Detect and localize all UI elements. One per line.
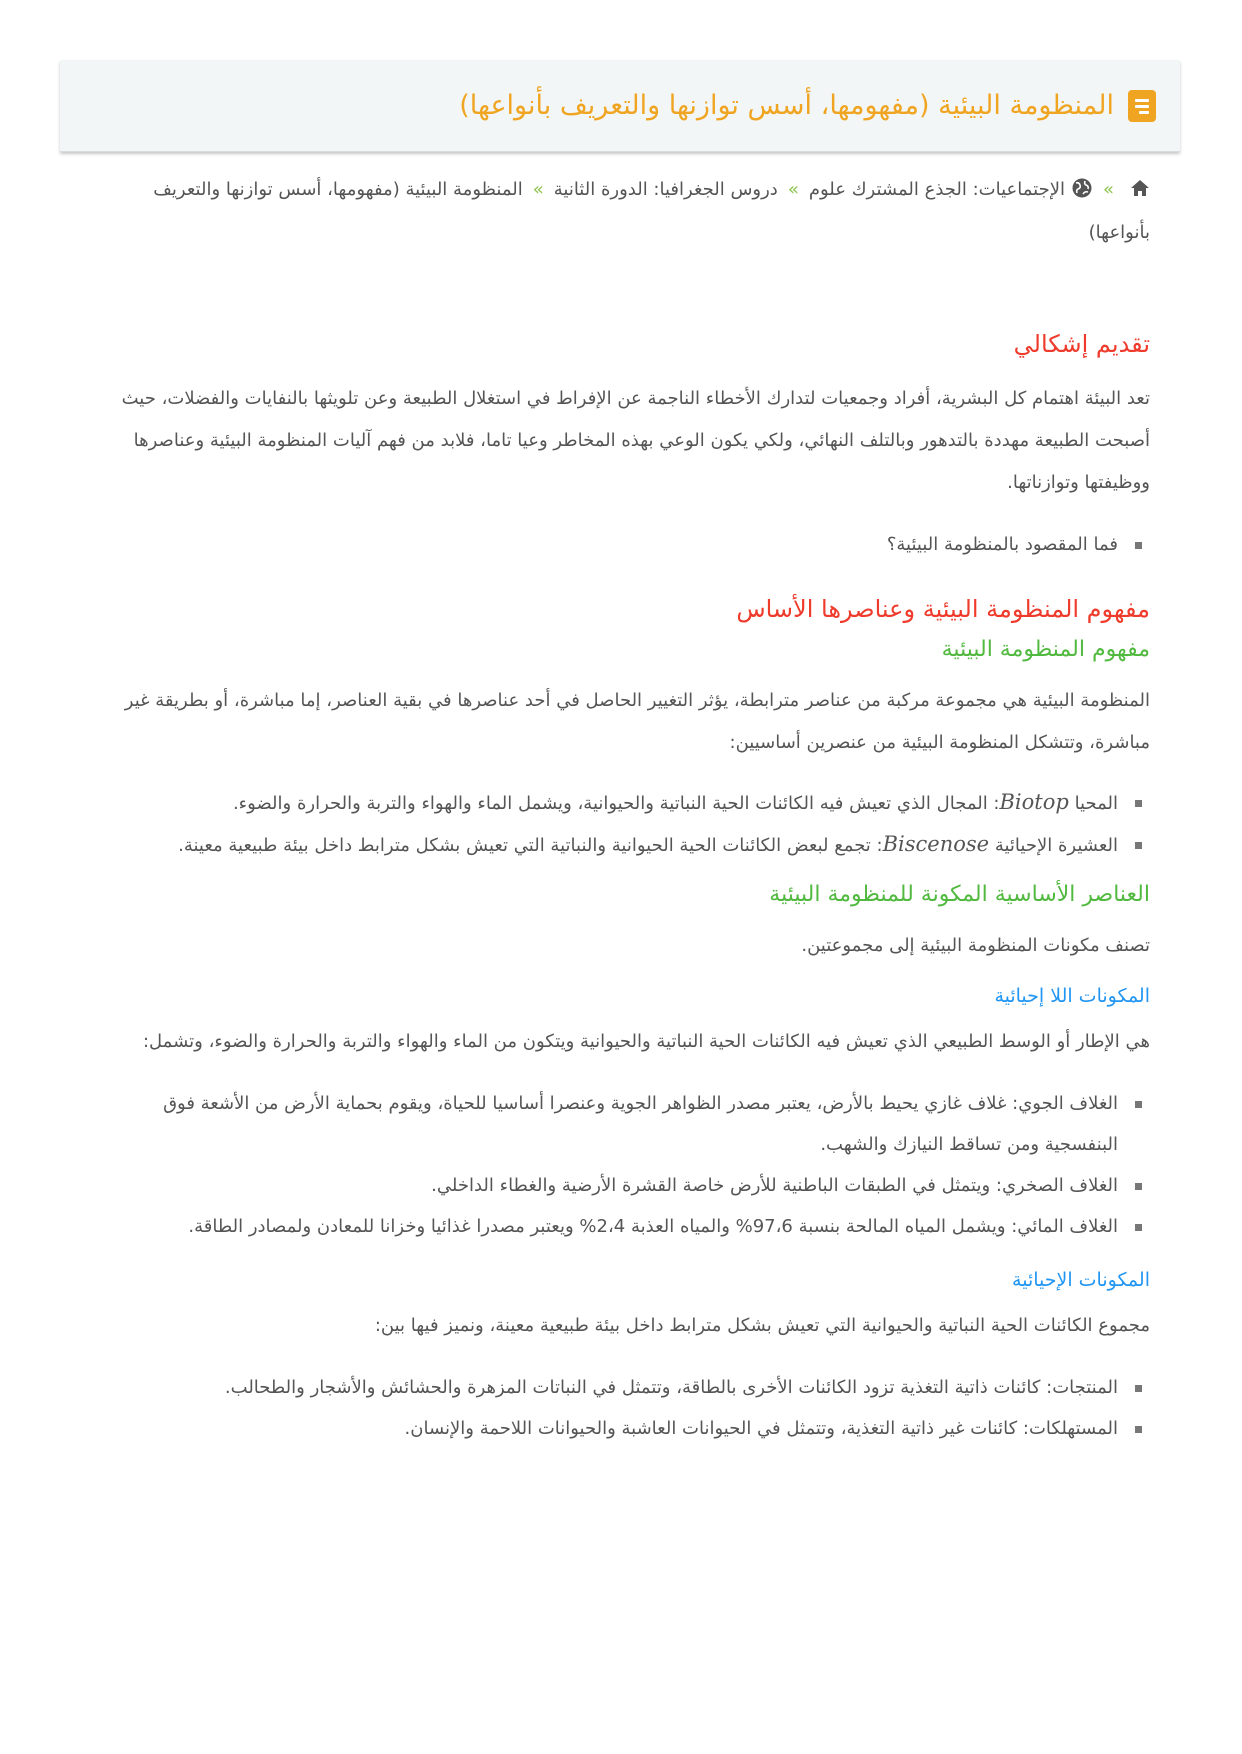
abiotic-list (100, 1083, 1150, 1247)
title-bar (60, 60, 1180, 152)
list-item: فما المقصود بالمنظومة البيئية؟ (100, 524, 1150, 565)
subheading-concept: مفهوم المنظومة البيئية (941, 637, 1150, 662)
globe-icon (1071, 177, 1093, 199)
list-item: الغلاف الصخري: ويتمثل في الطبقات الباطنية للأرض خاصة القشرة الأرضية والغطاء الداخلي. (100, 1165, 1150, 1206)
term-biotop: Biotop (999, 790, 1069, 814)
item-text: : تجمع لبعض الكائنات الحية الحيوانية والنباتية التي تعيش بشكل مترابط داخل بيئة طبيعية معينة. (178, 835, 883, 856)
biotic-paragraph: مجموع الكائنات الحية النباتية والحيوانية التي تعيش بشكل مترابط داخل بيئة طبيعية معينة، ونميز فيها بين: (374, 1315, 1150, 1336)
term-biscenose: Biscenose (882, 832, 990, 856)
item-prefix: المحيا (1074, 793, 1118, 814)
article-content (100, 330, 1150, 1449)
list-item: المنتجات: كائنات ذاتية التغذية تزود الكائنات الأخرى بالطاقة، وتتمثل في النباتات المزهرة والحشائش والأشجار والطحالب. (100, 1367, 1150, 1408)
home-icon[interactable] (1130, 179, 1150, 197)
breadcrumb-item-current: المنظومة البيئية (مفهومها، أسس توازنها والتعريف بأنواعها) (153, 179, 1150, 243)
concept-paragraph: المنظومة البيئية هي مجموعة مركبة من عناصر مترابطة، يؤثر التغيير الحاصل في أحد عناصرها في بقية العناصر، إما مباشرة، أو بطريقة غير مباشرة، وتتشكل المنظومة البيئية من عنصرين أساسيين: (124, 690, 1150, 753)
breadcrumb-item-geography[interactable]: دروس الجغرافيا: الدورة الثانية (553, 179, 778, 200)
list-item (100, 824, 1150, 866)
list-item: الغلاف المائي: ويشمل المياه المالحة بنسبة 97،6% والمياه العذبة 2،4% ويعتبر مصدرا غذائيا وخزانا للمعادن ولمصادر الطاقة. (100, 1206, 1150, 1247)
page-title: المنظومة البيئية (مفهومها، أسس توازنها والتعريف بأنواعها) (459, 90, 1114, 121)
list-item: الغلاف الجوي: غلاف غازي يحيط بالأرض، يعتبر مصدر الظواهر الجوية وعنصرا أساسيا للحياة، ويقوم بحماية الأرض من الأشعة فوق البنفسجية ومن تساقط النيازك والشهب. (100, 1083, 1150, 1165)
intro-list (100, 524, 1150, 565)
heading-intro: تقديم إشكالي (1013, 330, 1150, 358)
breadcrumb-separator: » (787, 179, 799, 200)
concept-list (100, 782, 1150, 866)
heading-concept: مفهوم المنظومة البيئية وعناصرها الأساس (736, 595, 1150, 623)
elements-intro: تصنف مكونات المنظومة البيئية إلى مجموعتين. (801, 935, 1150, 956)
breadcrumb-separator: » (532, 179, 544, 200)
subheading-elements: العناصر الأساسية المكونة للمنظومة البيئية (769, 882, 1150, 907)
document-icon (1128, 90, 1156, 122)
heading-abiotic: المكونات اللا إحيائية (994, 985, 1150, 1007)
item-text: : المجال الذي تعيش فيه الكائنات الحية النباتية والحيوانية، ويشمل الماء والهواء والتربة والحرارة والضوء. (232, 793, 1000, 814)
abiotic-paragraph: هي الإطار أو الوسط الطبيعي الذي تعيش فيه الكائنات الحية النباتية والحيوانية ويتكون من الماء والهواء والتربة والحرارة والضوء، وتشمل: (142, 1031, 1150, 1052)
item-prefix: العشيرة الإحيائية (994, 835, 1118, 856)
biotic-list (100, 1367, 1150, 1449)
heading-biotic: المكونات الإحيائية (1012, 1269, 1150, 1291)
list-item: المستهلكات: كائنات غير ذاتية التغذية، وتتمثل في الحيوانات العاشبة والحيوانات اللاحمة والإنسان. (100, 1408, 1150, 1449)
intro-paragraph: تعد البيئة اهتمام كل البشرية، أفراد وجمعيات لتدارك الأخطاء الناجمة عن الإفراط في استغلال الطبيعة وعن تلويثها بالنفايات والفضلات، حيث أصبحت الطبيعة مهددة بالتدهور وبالتلف النهائي، ولكي يكون الوعي بهذه المخاطر وعيا تاما، فلابد من فهم آليات المنظومة البيئية وعناصرها ووظيفتها وتوازناتها. (121, 388, 1150, 493)
breadcrumb-item-social-studies[interactable]: الإجتماعيات: الجذع المشترك علوم (808, 179, 1065, 200)
list-item (100, 782, 1150, 824)
breadcrumb-separator: » (1102, 179, 1114, 200)
breadcrumb (105, 168, 1150, 254)
